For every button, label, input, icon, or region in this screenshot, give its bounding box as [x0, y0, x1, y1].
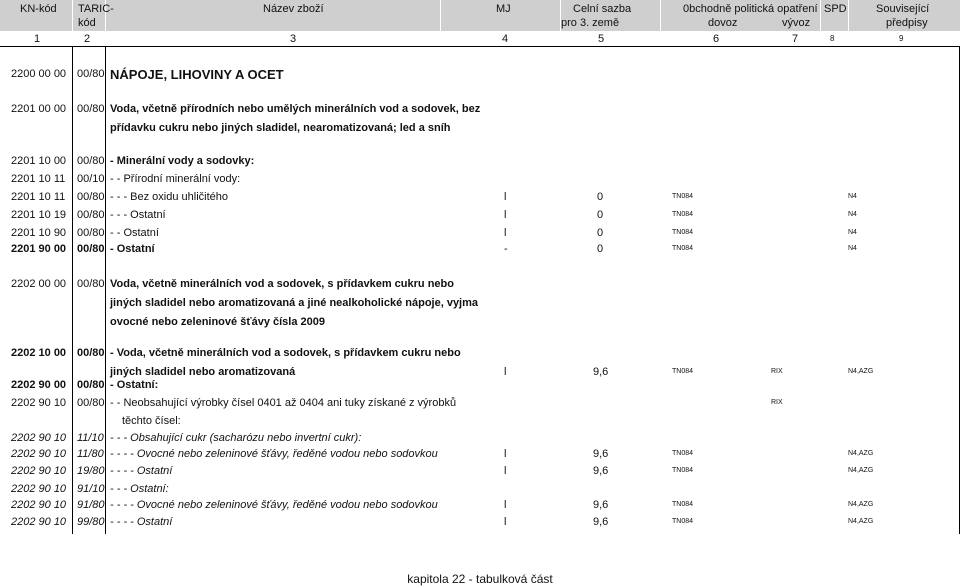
header-celni-sazba: Celní sazba: [573, 3, 632, 15]
import-measure: TN084: [672, 467, 694, 474]
import-measure: TN084: [672, 450, 694, 457]
related-regulation: N4: [848, 245, 857, 252]
goods-description: - Ostatní:: [110, 379, 159, 391]
taric-code: 00/10: [77, 173, 105, 185]
unit: -: [504, 243, 508, 255]
duty-rate: 0: [597, 209, 604, 221]
import-measure: TN084: [672, 518, 694, 525]
header-spd: SPD: [824, 3, 847, 15]
unit: l: [504, 465, 507, 477]
taric-code: 00/80: [77, 155, 105, 167]
duty-rate: 9,6: [593, 499, 609, 511]
kn-code: 2201 10 11: [11, 173, 66, 185]
colnum-3: 3: [290, 33, 297, 45]
header-taric: TARIC-: [78, 3, 114, 15]
goods-description: - - - - Ovocné nebo zeleninové šťávy, ředěné vodou nebo sodovkou: [110, 499, 438, 511]
duty-rate: 9,6: [593, 448, 609, 460]
colnum-9: 9: [899, 34, 904, 43]
colnum-8: 8: [830, 34, 835, 43]
taric-code: 00/80: [77, 103, 105, 115]
kn-code: 2202 90 10: [11, 448, 67, 460]
kn-code: 2201 00 00: [11, 103, 67, 115]
import-measure: TN084: [672, 193, 694, 200]
related-regulation: N4: [848, 193, 857, 200]
goods-description: - - - - Ostatní: [110, 516, 173, 528]
taric-code: 00/80: [77, 227, 105, 239]
goods-description-line-2: jiných sladidel nebo aromatizovaná: [110, 366, 296, 378]
colnum-5: 5: [598, 33, 605, 45]
kn-code: 2202 10 00: [11, 347, 67, 359]
kn-code: 2201 10 00: [11, 155, 67, 167]
goods-description-line-2: přídavku cukru nebo jiných sladidel, nearomatizovaná; led a sníh: [110, 122, 451, 134]
related-regulation: N4,AZG: [848, 467, 874, 474]
goods-description: - - - Obsahující cukr (sacharózu nebo invertní cukr):: [110, 432, 362, 444]
goods-description: - - - Ostatní: [110, 209, 166, 221]
header-pro-3-zeme: pro 3. země: [561, 17, 620, 29]
colnum-7: 7: [792, 33, 799, 45]
unit: l: [504, 209, 507, 221]
related-regulation: N4,AZG: [848, 450, 874, 457]
goods-description: - Voda, včetně minerálních vod a sodovek, s přídavkem cukru nebo: [110, 347, 461, 359]
related-regulation: N4,AZG: [848, 518, 874, 525]
goods-description: - Minerální vody a sodovky:: [110, 155, 255, 167]
taric-code: 11/10: [77, 432, 104, 444]
kn-code: 2202 90 10: [11, 432, 67, 444]
taric-code: 19/80: [77, 465, 105, 477]
kn-code: 2201 10 11: [11, 191, 66, 203]
kn-code: 2202 90 10: [11, 465, 67, 477]
colnum-4: 4: [502, 33, 509, 45]
kn-code: 2202 90 10: [11, 499, 67, 511]
goods-description: Voda, včetně přírodních nebo umělých minerálních vod a sodovek, bez: [110, 103, 481, 115]
taric-code: 11/80: [77, 448, 104, 460]
goods-description: NÁPOJE, LIHOVINY A OCET: [110, 67, 284, 82]
taric-code: 99/80: [77, 516, 105, 528]
import-measure: TN084: [672, 229, 694, 236]
header-dovoz: dovoz: [708, 17, 738, 29]
page-footer: kapitola 22 - tabulková část: [407, 572, 553, 586]
table-header: [0, 0, 960, 46]
taric-code: 00/80: [77, 243, 105, 255]
related-regulation: N4,AZG: [848, 368, 874, 375]
kn-code: 2202 90 10: [11, 516, 67, 528]
goods-description: - - Neobsahující výrobky čísel 0401 až 0404 ani tuky získané z výrobků: [110, 397, 457, 409]
taric-code: 00/80: [77, 347, 105, 359]
unit: l: [504, 227, 507, 239]
header-souvisejici: Související: [876, 3, 930, 15]
unit: l: [504, 448, 507, 460]
duty-rate: 0: [597, 227, 604, 239]
goods-description: - - - - Ovocné nebo zeleninové šťávy, ředěné vodou nebo sodovkou: [110, 448, 438, 460]
export-measure: RIX: [771, 368, 783, 375]
taric-code: 91/80: [77, 499, 105, 511]
kn-code: 2202 90 10: [11, 483, 67, 495]
colnum-2: 2: [84, 33, 91, 45]
taric-code: 91/10: [77, 483, 105, 495]
kn-code: 2201 10 19: [11, 209, 67, 221]
unit: l: [504, 191, 507, 203]
related-regulation: N4,AZG: [848, 501, 874, 508]
header-predpisy: předpisy: [886, 17, 928, 29]
kn-code: 2202 00 00: [11, 278, 67, 290]
goods-description: - - - Ostatní:: [110, 483, 169, 495]
import-measure: TN084: [672, 501, 694, 508]
header-nazev-zbozi: Název zboží: [263, 3, 324, 15]
taric-code: 00/80: [77, 68, 105, 80]
duty-rate: 9,6: [593, 465, 609, 477]
kn-code: 2200 00 00: [11, 68, 67, 80]
taric-code: 00/80: [77, 209, 105, 221]
kn-code: 2202 90 10: [11, 397, 67, 409]
taric-code: 00/80: [77, 379, 105, 391]
import-measure: TN084: [672, 211, 694, 218]
tariff-table-body: [0, 46, 960, 534]
header-vyvoz: vývoz: [782, 17, 811, 29]
goods-description: - - - - Ostatní: [110, 465, 173, 477]
goods-description-line-2: těchto čísel:: [122, 415, 181, 427]
export-measure: RIX: [771, 399, 783, 406]
unit: l: [504, 366, 507, 378]
header-obchodne-politicka-opatreni: 0bchodně politická opatření: [683, 3, 818, 15]
goods-description-line-2: jiných sladidel nebo aromatizovaná a jiné nealkoholické nápoje, vyjma: [110, 297, 479, 309]
import-measure: TN084: [672, 368, 694, 375]
taric-code: 00/80: [77, 191, 105, 203]
goods-description: - - Ostatní: [110, 227, 159, 239]
header-kod: kód: [78, 17, 96, 29]
goods-description: - - - Bez oxidu uhličitého: [110, 191, 228, 203]
import-measure: TN084: [672, 245, 694, 252]
kn-code: 2201 90 00: [11, 243, 67, 255]
header-mj: MJ: [496, 3, 511, 15]
related-regulation: N4: [848, 229, 857, 236]
taric-code: 00/80: [77, 278, 105, 290]
colnum-1: 1: [34, 33, 41, 45]
related-regulation: N4: [848, 211, 857, 218]
header-kn-kod: KN-kód: [20, 3, 57, 15]
unit: l: [504, 499, 507, 511]
goods-description: - Ostatní: [110, 243, 155, 255]
duty-rate: 9,6: [593, 366, 609, 378]
taric-code: 00/80: [77, 397, 105, 409]
kn-code: 2202 90 00: [11, 379, 67, 391]
goods-description: Voda, včetně minerálních vod a sodovek, s přídavkem cukru nebo: [110, 278, 454, 290]
unit: l: [504, 516, 507, 528]
duty-rate: 0: [597, 191, 604, 203]
duty-rate: 9,6: [593, 516, 609, 528]
goods-description: - - Přírodní minerální vody:: [110, 173, 241, 185]
kn-code: 2201 10 90: [11, 227, 67, 239]
colnum-6: 6: [713, 33, 720, 45]
duty-rate: 0: [597, 243, 604, 255]
goods-description-line-3: ovocné nebo zeleninové šťávy čísla 2009: [110, 316, 325, 328]
